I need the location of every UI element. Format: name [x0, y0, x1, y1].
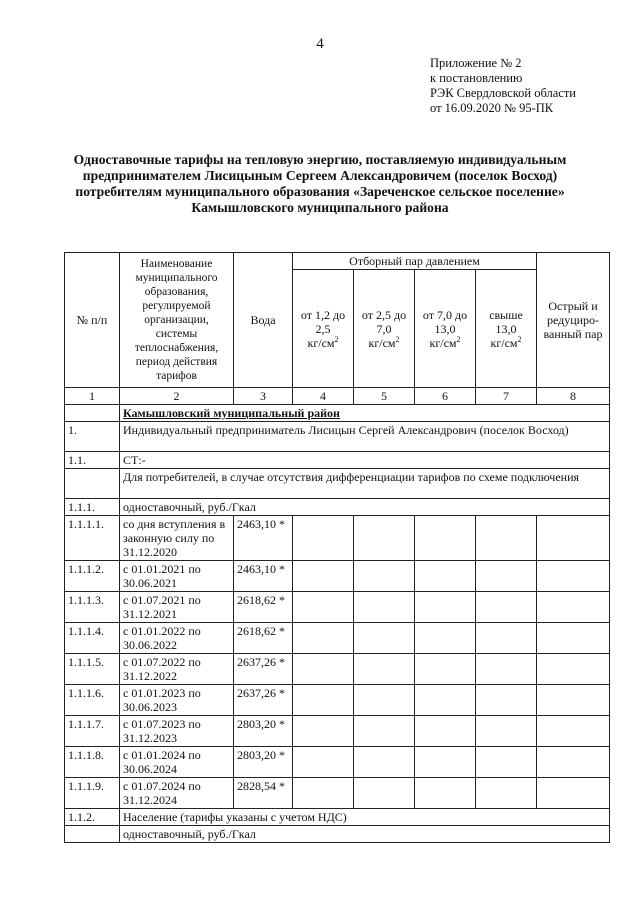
header-num: № п/п — [65, 253, 120, 388]
water-tariff: 2463,10 * — [234, 561, 293, 592]
water-tariff: 2618,62 * — [234, 623, 293, 654]
appendix-line: РЭК Свердловской области — [430, 86, 576, 100]
empty-cell — [476, 685, 537, 716]
period-label: с 01.07.2024 по 31.12.2024 — [120, 778, 234, 809]
empty-cell — [354, 561, 415, 592]
rate-type: одноставочный, руб./Гкал — [120, 499, 610, 516]
period-label: с 01.01.2022 по 30.06.2022 — [120, 623, 234, 654]
period-label: с 01.01.2023 по 30.06.2023 — [120, 685, 234, 716]
row-num: 1.1.1.8. — [65, 747, 120, 778]
header-steam-1: от 1,2 до 2,5 $кг/см^2$ — [293, 270, 354, 388]
empty-cell — [476, 716, 537, 747]
col-number: 6 — [415, 388, 476, 405]
empty-cell — [354, 716, 415, 747]
empty-cell — [293, 778, 354, 809]
period-label: с 01.07.2022 по 31.12.2022 — [120, 654, 234, 685]
empty-cell — [354, 592, 415, 623]
empty-cell — [476, 747, 537, 778]
empty-cell — [293, 623, 354, 654]
header-name: Наименование муниципального образования, регулируемой организации, системы теплоснабжения, период действия тарифов — [120, 253, 234, 388]
empty-cell — [415, 685, 476, 716]
district-name: Камышловский муниципальный район — [120, 405, 610, 422]
period-label: с 01.01.2024 по 30.06.2024 — [120, 747, 234, 778]
title-line: Камышловского муниципального района — [191, 200, 449, 215]
row-num: 1.1.1.3. — [65, 592, 120, 623]
empty-cell — [476, 561, 537, 592]
header-live-steam: Острый и редуциро-ванный пар — [537, 253, 610, 388]
empty-cell — [537, 716, 610, 747]
col-number: 2 — [120, 388, 234, 405]
appendix-block — [430, 56, 576, 116]
row-num: 1.1.1.7. — [65, 716, 120, 747]
period-label: с 01.01.2021 по 30.06.2021 — [120, 561, 234, 592]
appendix-line: к постановлению — [430, 71, 523, 85]
col-number: 3 — [234, 388, 293, 405]
page-number: 4 — [316, 36, 324, 52]
period-label: с 01.07.2023 по 31.12.2023 — [120, 716, 234, 747]
col-number: 8 — [537, 388, 610, 405]
empty-cell — [415, 654, 476, 685]
empty-cell — [537, 592, 610, 623]
col-number: 4 — [293, 388, 354, 405]
empty-cell — [415, 592, 476, 623]
col-number: 1 — [65, 388, 120, 405]
header-steam-4: свыше 13,0 $кг/см^2$ — [476, 270, 537, 388]
row-num: 1.1.1.5. — [65, 654, 120, 685]
system-name: СТ:- — [120, 452, 610, 469]
empty-cell — [476, 623, 537, 654]
header-steam-2: от 2,5 до 7,0 $кг/см^2$ — [354, 270, 415, 388]
empty-cell — [537, 778, 610, 809]
empty-cell — [354, 654, 415, 685]
empty-cell — [537, 561, 610, 592]
water-tariff: 2803,20 * — [234, 747, 293, 778]
empty-cell — [415, 561, 476, 592]
empty-cell — [415, 778, 476, 809]
col-number: 7 — [476, 388, 537, 405]
empty-cell — [293, 747, 354, 778]
water-tariff: 2618,62 * — [234, 592, 293, 623]
col-number: 5 — [354, 388, 415, 405]
row-num: 1. — [65, 422, 120, 452]
empty-cell — [293, 685, 354, 716]
row-num: 1.1.1.1. — [65, 516, 120, 561]
empty-cell — [537, 747, 610, 778]
empty-cell — [65, 469, 120, 499]
empty-cell — [415, 716, 476, 747]
title-line: Одноставочные тарифы на тепловую энергию, поставляемую индивидуальным — [73, 152, 567, 167]
water-tariff: 2637,26 * — [234, 685, 293, 716]
empty-cell — [476, 654, 537, 685]
empty-cell — [65, 405, 120, 422]
title-line: потребителям муниципального образования «Зареченское сельское поселение» — [75, 184, 565, 199]
empty-cell — [415, 516, 476, 561]
period-label: с 01.07.2021 по 31.12.2021 — [120, 592, 234, 623]
empty-cell — [293, 516, 354, 561]
period-label: со дня вступления в законную силу по 31.12.2020 — [120, 516, 234, 561]
empty-cell — [354, 778, 415, 809]
row-num: 1.1.1.6. — [65, 685, 120, 716]
empty-cell — [354, 747, 415, 778]
empty-cell — [476, 516, 537, 561]
empty-cell — [293, 654, 354, 685]
population-label: Население (тарифы указаны с учетом НДС) — [120, 809, 610, 826]
empty-cell — [537, 685, 610, 716]
empty-cell — [537, 623, 610, 654]
organization-name: Индивидуальный предприниматель Лисицын Сергей Александрович (поселок Восход) — [120, 422, 610, 452]
water-tariff: 2828,54 * — [234, 778, 293, 809]
empty-cell — [537, 654, 610, 685]
header-steam-3: от 7,0 до 13,0 $кг/см^2$ — [415, 270, 476, 388]
empty-cell — [354, 623, 415, 654]
title-line: предпринимателем Лисицыным Сергеем Александровичем (поселок Восход) — [82, 168, 558, 183]
row-num: 1.1.2. — [65, 809, 120, 826]
water-tariff: 2803,20 * — [234, 716, 293, 747]
empty-cell — [293, 592, 354, 623]
empty-cell — [65, 826, 120, 843]
row-num: 1.1.1.9. — [65, 778, 120, 809]
water-tariff: 2463,10 * — [234, 516, 293, 561]
appendix-line: от 16.09.2020 № 95-ПК — [430, 101, 554, 115]
row-num: 1.1.1.4. — [65, 623, 120, 654]
empty-cell — [293, 561, 354, 592]
population-rate: одноставочный, руб./Гкал — [120, 826, 610, 843]
document-title — [40, 152, 600, 216]
tariff-table — [64, 252, 610, 843]
row-num: 1.1.1.2. — [65, 561, 120, 592]
empty-cell — [537, 516, 610, 561]
empty-cell — [293, 716, 354, 747]
consumers-note: Для потребителей, в случае отсутствия дифференциации тарифов по схеме подключения — [120, 469, 610, 499]
empty-cell — [354, 516, 415, 561]
appendix-line: Приложение № 2 — [430, 56, 522, 70]
header-water: Вода — [234, 253, 293, 388]
water-tariff: 2637,26 * — [234, 654, 293, 685]
empty-cell — [354, 685, 415, 716]
empty-cell — [415, 623, 476, 654]
empty-cell — [415, 747, 476, 778]
row-num: 1.1. — [65, 452, 120, 469]
empty-cell — [476, 592, 537, 623]
row-num: 1.1.1. — [65, 499, 120, 516]
header-steam-group: Отборный пар давлением — [293, 253, 537, 270]
empty-cell — [476, 778, 537, 809]
